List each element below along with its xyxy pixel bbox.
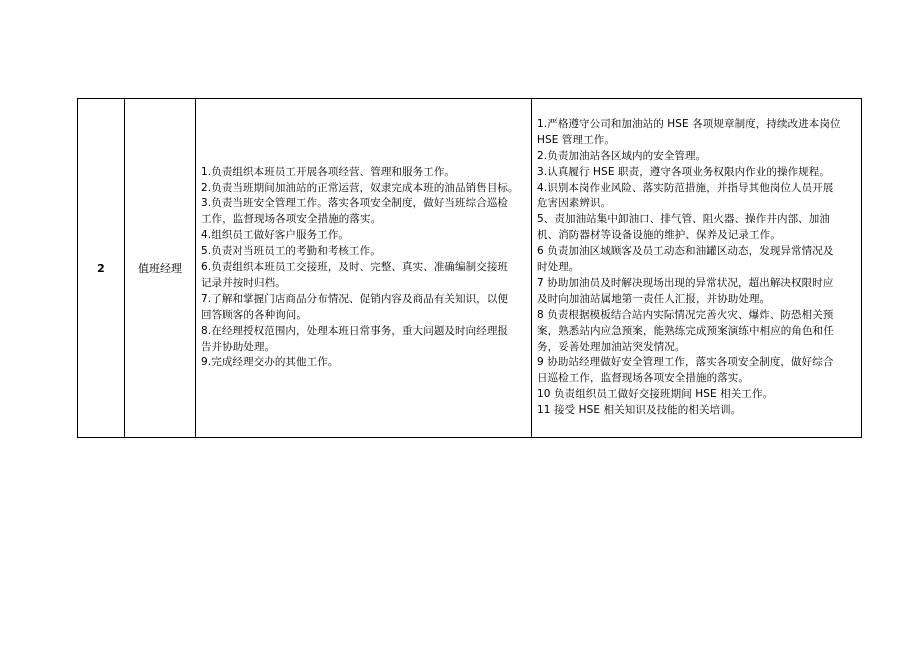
- duties-line: 2.负责当班期间加油站的正常运营，奴隶完成本班的油品销售目标。: [201, 181, 519, 194]
- safety-line: 日巡检工作，监督现场各项安全措施的落实。: [537, 372, 749, 385]
- safety-line: 1.严格遵守公司和加油站的 HSE 各项规章制度，持续改进本岗位: [537, 117, 841, 130]
- table-row: [78, 99, 862, 438]
- safety-line: 案，熟悉站内应急预案，能熟练完成预案演练中相应的角色和任: [537, 324, 834, 337]
- safety-line: 7 协助加油员及时解决现场出现的异常状况，超出解决权限时应: [537, 276, 834, 289]
- duties-line: 回答顾客的各种询问。: [201, 308, 307, 321]
- duties-list: [201, 165, 527, 372]
- duties-line: 记录并按时归档。: [201, 276, 286, 289]
- position-title: 值班经理: [125, 99, 196, 438]
- responsibility-table: [77, 98, 862, 438]
- safety-line: 5、责加油站集中卸油口、排气管、阻火器、操作井内部、加油: [537, 213, 830, 226]
- safety-line: 及时向加油站属地第一责任人汇报，并协助处理。: [537, 292, 771, 305]
- safety-list: [537, 117, 857, 419]
- safety-line: 时处理。: [537, 261, 580, 274]
- safety-line: 4.识别本岗作业风险、落实防范措施，并指导其他岗位人员开展: [537, 181, 834, 194]
- duties-line: 8.在经理授权范围内，处理本班日常事务，重大问题及时向经理报: [201, 324, 509, 337]
- safety-line: 10 负责组织员工做好交接班期间 HSE 相关工作。: [537, 388, 774, 401]
- safety-line: 8 负责根据模板结合站内实际情况完善火灾、爆炸、防恐相关预: [537, 308, 834, 321]
- duties-line: 9.完成经理交办的其他工作。: [201, 356, 339, 369]
- duties-line: 告并协助处理。: [201, 340, 276, 353]
- safety-line: HSE 管理工作。: [537, 133, 615, 146]
- safety-line: 机、消防器材等设备设施的维护、保养及记录工作。: [537, 229, 781, 242]
- duties-line: 6.负责组织本班员工交接班，及时、完整、真实、准确编制交接班: [201, 261, 509, 274]
- safety-line: 6 负责加油区域顾客及员工动态和油罐区动态，发现异常情况及: [537, 245, 834, 258]
- safety-line: 2.负责加油站各区域内的安全管理。: [537, 149, 707, 162]
- safety-line: 11 接受 HSE 相关知识及技能的相关培训。: [537, 404, 742, 417]
- duties-line: 7.了解和掌握门店商品分布情况、促销内容及商品有关知识，以便: [201, 292, 509, 305]
- duties-line: 5.负责对当班员工的考勤和考核工作。: [201, 245, 381, 258]
- duties-line: 1.负责组织本班员工开展各项经营、管理和服务工作。: [201, 165, 456, 178]
- safety-cell: [532, 99, 862, 438]
- duties-line: 工作，监督现场各项安全措施的落实。: [201, 213, 382, 226]
- safety-line: 务，妥善处理加油站突发情况。: [537, 340, 686, 353]
- safety-line: 3.认真履行 HSE 职责，遵守各项业务权限内作业的操作规程。: [537, 165, 830, 178]
- row-number: 2: [78, 99, 125, 438]
- safety-line: 危害因素辨识。: [537, 197, 612, 210]
- duties-cell: [196, 99, 532, 438]
- duties-line: 3.负责当班安全管理工作。落实各项安全制度，做好当班综合巡检: [201, 197, 509, 210]
- safety-line: 9 协助站经理做好安全管理工作，落实各项安全制度，做好综合: [537, 356, 834, 369]
- duties-line: 4.组织员工做好客户服务工作。: [201, 229, 350, 242]
